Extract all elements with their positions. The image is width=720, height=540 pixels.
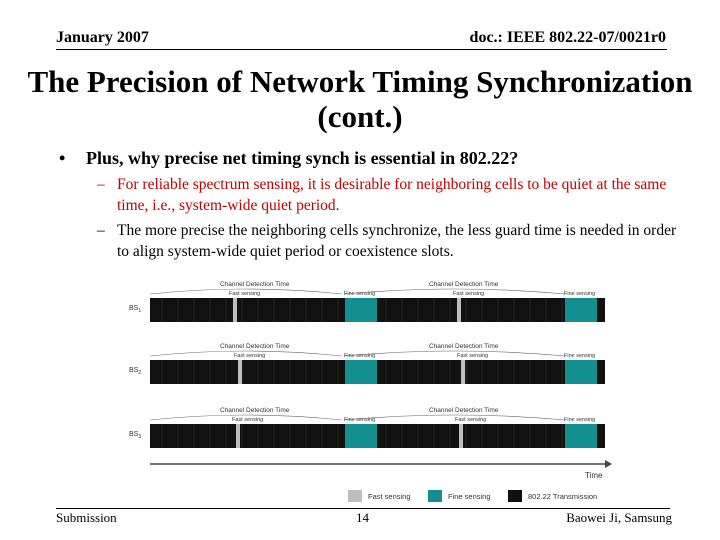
- fine-sensing-block: [345, 360, 377, 384]
- fine-sensing-label: Fine sensing: [344, 417, 376, 423]
- fine-sensing-block: [345, 298, 377, 322]
- fast-sensing-label: Fast sensing: [232, 417, 264, 423]
- footer-rule: [56, 508, 670, 509]
- header-rule: [56, 49, 667, 50]
- legend-swatch: [348, 490, 362, 502]
- fine-sensing-block: [565, 360, 597, 384]
- header-date: January 2007: [56, 29, 149, 46]
- fast-sensing-label: Fast sensing: [229, 291, 261, 297]
- legend-swatch: [508, 490, 522, 502]
- fast-sensing-slot: [233, 298, 237, 322]
- fine-sensing-label: Fine sensing: [344, 291, 376, 297]
- fast-sensing-slot: [238, 360, 242, 384]
- fast-sensing-slot: [236, 424, 240, 448]
- fast-sensing-label: Fast sensing: [457, 353, 489, 359]
- header-doc-id: doc.: IEEE 802.22-07/0021r0: [469, 29, 666, 46]
- fine-sensing-block: [565, 424, 597, 448]
- fast-sensing-slot: [461, 360, 465, 384]
- transmission-bar: [150, 360, 605, 384]
- fine-sensing-label: Fine sensing: [344, 353, 376, 359]
- transmission-bar: [150, 298, 605, 322]
- fine-sensing-label: Fine sensing: [564, 353, 596, 359]
- legend-label: Fine sensing: [448, 492, 491, 501]
- fast-sensing-label: Fast sensing: [234, 353, 266, 359]
- time-axis-arrow: [605, 460, 612, 468]
- station-label: $BS_1$: [129, 305, 142, 314]
- title-line-1: The Precision of Network Timing Synchronization: [27, 64, 693, 99]
- fine-sensing-label: Fine sensing: [564, 291, 596, 297]
- legend-label: 802.22 Transmission: [528, 492, 598, 501]
- footer-submission: Submission: [56, 510, 117, 525]
- channel-detection-label: Channel Detection Time: [220, 407, 290, 414]
- legend-label: Fast sensing: [368, 492, 411, 501]
- station-label: $BS_2$: [129, 367, 142, 376]
- channel-detection-arc: [345, 351, 565, 356]
- subbullet-2: The more precise the neighboring cells synchronize, the less guard time is needed in order to align system-wide quiet period or coexistence slots.: [117, 222, 677, 260]
- fine-sensing-block: [565, 298, 597, 322]
- channel-detection-label: Channel Detection Time: [429, 343, 499, 350]
- transmission-bar: [150, 424, 605, 448]
- fast-sensing-label: Fast sensing: [453, 291, 485, 297]
- title-line-2: (cont.): [317, 99, 403, 134]
- channel-detection-label: Channel Detection Time: [220, 281, 290, 288]
- station-label: $BS_3$: [129, 431, 142, 440]
- fine-sensing-block: [345, 424, 377, 448]
- fast-sensing-slot: [459, 424, 463, 448]
- fast-sensing-label: Fast sensing: [455, 417, 487, 423]
- channel-detection-label: Channel Detection Time: [429, 407, 499, 414]
- sync-timing-diagram: [120, 266, 615, 506]
- subbullet-1: For reliable spectrum sensing, it is desirable for neighboring cells to be quiet at the same time, i.e., system-wide quiet period.: [117, 176, 667, 214]
- footer-page-number: 14: [356, 510, 369, 525]
- bullet-text: Plus, why precise net timing synch is essential in 802.22?: [86, 148, 519, 168]
- channel-detection-label: Channel Detection Time: [429, 281, 499, 288]
- slide-title: [0, 64, 720, 134]
- subbullet-dash: –: [97, 222, 105, 239]
- legend-swatch: [428, 490, 442, 502]
- fine-sensing-label: Fine sensing: [564, 417, 596, 423]
- bullet-marker: •: [59, 148, 66, 168]
- subbullet-dash: –: [97, 176, 105, 193]
- channel-detection-label: Channel Detection Time: [220, 343, 290, 350]
- fast-sensing-slot: [457, 298, 461, 322]
- time-axis-label: Time: [585, 471, 603, 480]
- footer-author: Baowei Ji, Samsung: [566, 510, 672, 525]
